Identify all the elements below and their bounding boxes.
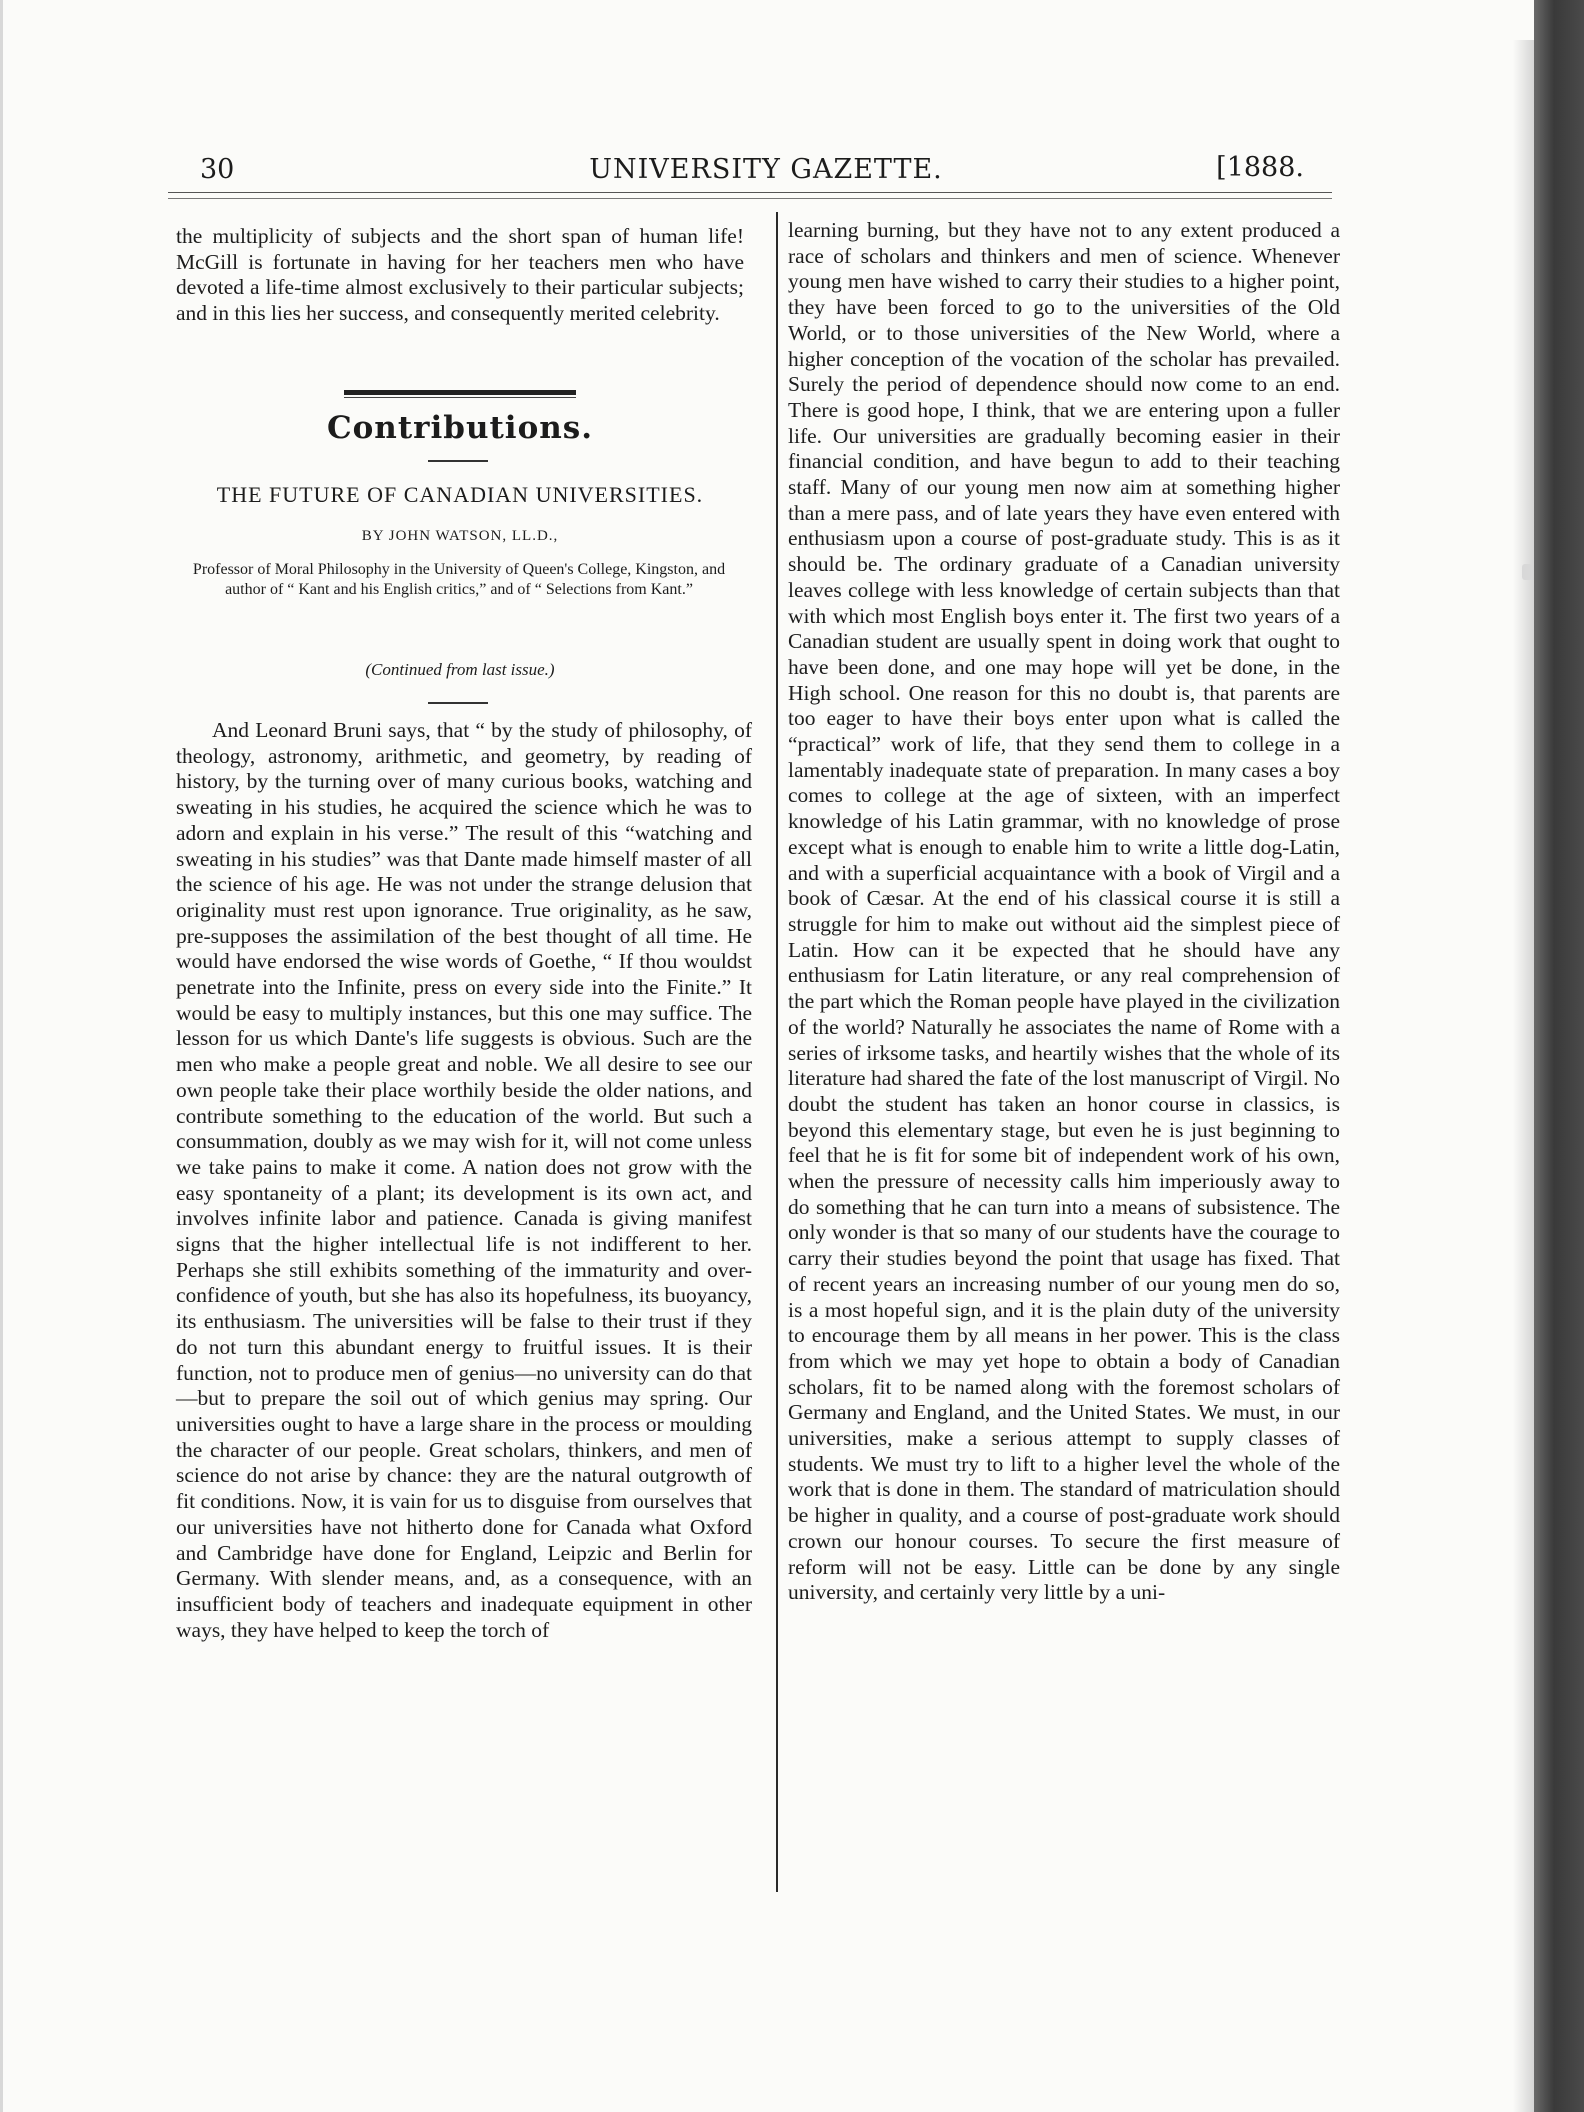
column-divider xyxy=(776,212,778,1892)
book-binding-edge xyxy=(1534,0,1584,2112)
section-heading: Contributions. xyxy=(326,410,594,446)
article-body-left: And Leonard Bruni says, that “ by the study of philosophy, of theology, astronomy, arithmetic, and geometry, by reading of history, by the turning over of many curious books, watching and sweating in his studies, he acquired the science which he was to adorn and explain in his verse.” The result of this “watching and sweating in his studies” was that Dante made himself master of all the science of his age. He was not under the strange delusion that originality must rest upon ignorance. True originality, as he saw, pre-supposes the assimilation of the best thought of all time. He would have endorsed the wise words of Goethe, “ If thou wouldst penetrate into the Infinite, press on every side into the Finite.” It would be easy to multiply instances, but this one may suffice. The lesson for us which Dante's life suggests is obvious. Such are the men who make a people great and noble. We all desire to see our own people take their place worthily beside the older nations, and contribute something to the education of the world. But such a consummation, doubly as we may wish for it, will not come unless we take pains to make it come. A nation does not grow with the easy spontaneity of a plant; its development is its own act, and involves infinite labor and patience. Canada is giving manifest signs that the higher intellectual life is not indifferent to her. Perhaps she still exhibits something of the immaturity and over-confidence of youth, but she has also its hopefulness, its buoyancy, its enthusiasm. The universities will be false to their trust if they do not turn this abundant energy to fruitful issues. It is their function, not to produce men of genius—no university can do that—but to prepare the soil out of which genius may spring. Our universities ought to have a large share in the process or moulding the character of our people. Great scholars, thinkers, and men of science do not arise by chance: they are the natural outgrowth of fit conditions. Now, it is vain for us to disguise from ourselves that our universities have not hitherto done for Canada what Oxford and Cambridge have done for England, Leipzic and Berlin for Germany. With slender means, and, as a consequence, with an insufficient body of teachers and inadequate equipment in other ways, they have helped to keep the torch of xyxy=(176,718,753,1642)
issue-year: [1888. xyxy=(1216,152,1304,183)
header-rule-secondary xyxy=(168,198,1332,199)
page-number: 30 xyxy=(200,154,235,185)
left-column-body xyxy=(176,718,752,1643)
publication-title: UNIVERSITY GAZETTE. xyxy=(589,154,943,185)
paper-blemish xyxy=(1522,564,1532,580)
running-header xyxy=(200,150,1332,196)
left-column-intro xyxy=(176,224,744,327)
right-column-body xyxy=(788,218,1340,1606)
section-separator-rule xyxy=(344,390,576,395)
continued-note: (Continued from last issue.) xyxy=(365,660,555,679)
author-affiliation: Professor of Moral Philosophy in the University of Queen's College, Kingston, and author of “ Kant and his English critics,” and of “ Selections from Kant.” xyxy=(192,561,726,598)
article-body-right: learning burning, but they have not to any extent produced a race of scholars and thinkers and men of science. Whenever young men have wished to carry their studies to a higher point, they have been forced to go to the universities of the Old World, or to those universities of the New World, where a higher conception of the vocation of the scholar has prevailed. Surely the period of dependence should now come to an end. There is good hope, I think, that we are entering upon a fuller life. Our universities are gradually becoming easier in their financial condition, and have begun to add to their teaching staff. Many of our young men now aim at something higher than a mere pass, and of late years they have even entered with enthusiasm upon a course of post-graduate study. This is as it should be. The ordinary graduate of a Canadian university leaves college with less knowledge of certain subjects than that with which most English boys enter it. The first two years of a Canadian student are usually spent in doing work that ought to have been done, and one may hope will yet be done, in the High school. One reason for this no doubt is, that parents are too eager to have their boys enter upon what is called the “practical” work of life, that they send them to college in a lamentably inadequate state of preparation. In many cases a boy comes to college at the age of sixteen, with an imperfect knowledge of his Latin grammar, with no knowledge of prose except what is enough to enable him to write a little dog-Latin, and with a superficial acquaintance with a book of Virgil and a book of Cæsar. At the end of his classical course it is still a struggle for him to make out without aid the simplest piece of Latin. How can it be expected that he should have any enthusiasm for Latin literature, or any real comprehension of the part which the Roman people have played in the civilization of the world? Naturally he associates the name of Rome with a series of irksome tasks, and heartily wishes that the whole of its literature had shared the fate of the lost manuscript of Virgil. No doubt the student has taken an honor course in classics, is beyond this elementary stage, but even he is just beginning to feel that he is fit for some bit of independent work of his own, when the pressure of necessity calls him imperiously away to do something that he can turn into a means of subsistence. The only wonder is that so many of our students have the courage to carry their studies beyond the point that usage has fixed. That of recent years an increasing number of our young men do so, is a most hopeful sign, and it is the plain duty of the university to encourage them by all means in her power. This is the class from which we may yet hope to obtain a body of Canadian scholars, fit to be named along with the foremost scholars of Germany and England, and the United States. We must, in our universities, make a serious attempt to supply classes of students. We must try to lift to a higher level the whole of the work that is done in them. The standard of matriculation should be higher in quality, and a course of post-graduate work should crown our honour courses. To secure the first measure of reform will not be easy. Little can be done by any single university, and certainly very little by a uni- xyxy=(788,218,1340,1605)
article-title: THE FUTURE OF CANADIAN UNIVERSITIES. xyxy=(216,482,704,507)
heading-underline xyxy=(428,460,488,462)
article-byline: BY JOHN WATSON, LL.D., xyxy=(361,528,559,544)
intro-paragraph: the multiplicity of subjects and the short span of human life! McGill is fortunate in having for her teachers men who have devoted a life-time almost exclusively to their particular subjects; and in this lies her success, and consequently merited celebrity. xyxy=(176,224,744,326)
header-rule xyxy=(168,192,1332,193)
article-start-rule xyxy=(428,702,488,704)
